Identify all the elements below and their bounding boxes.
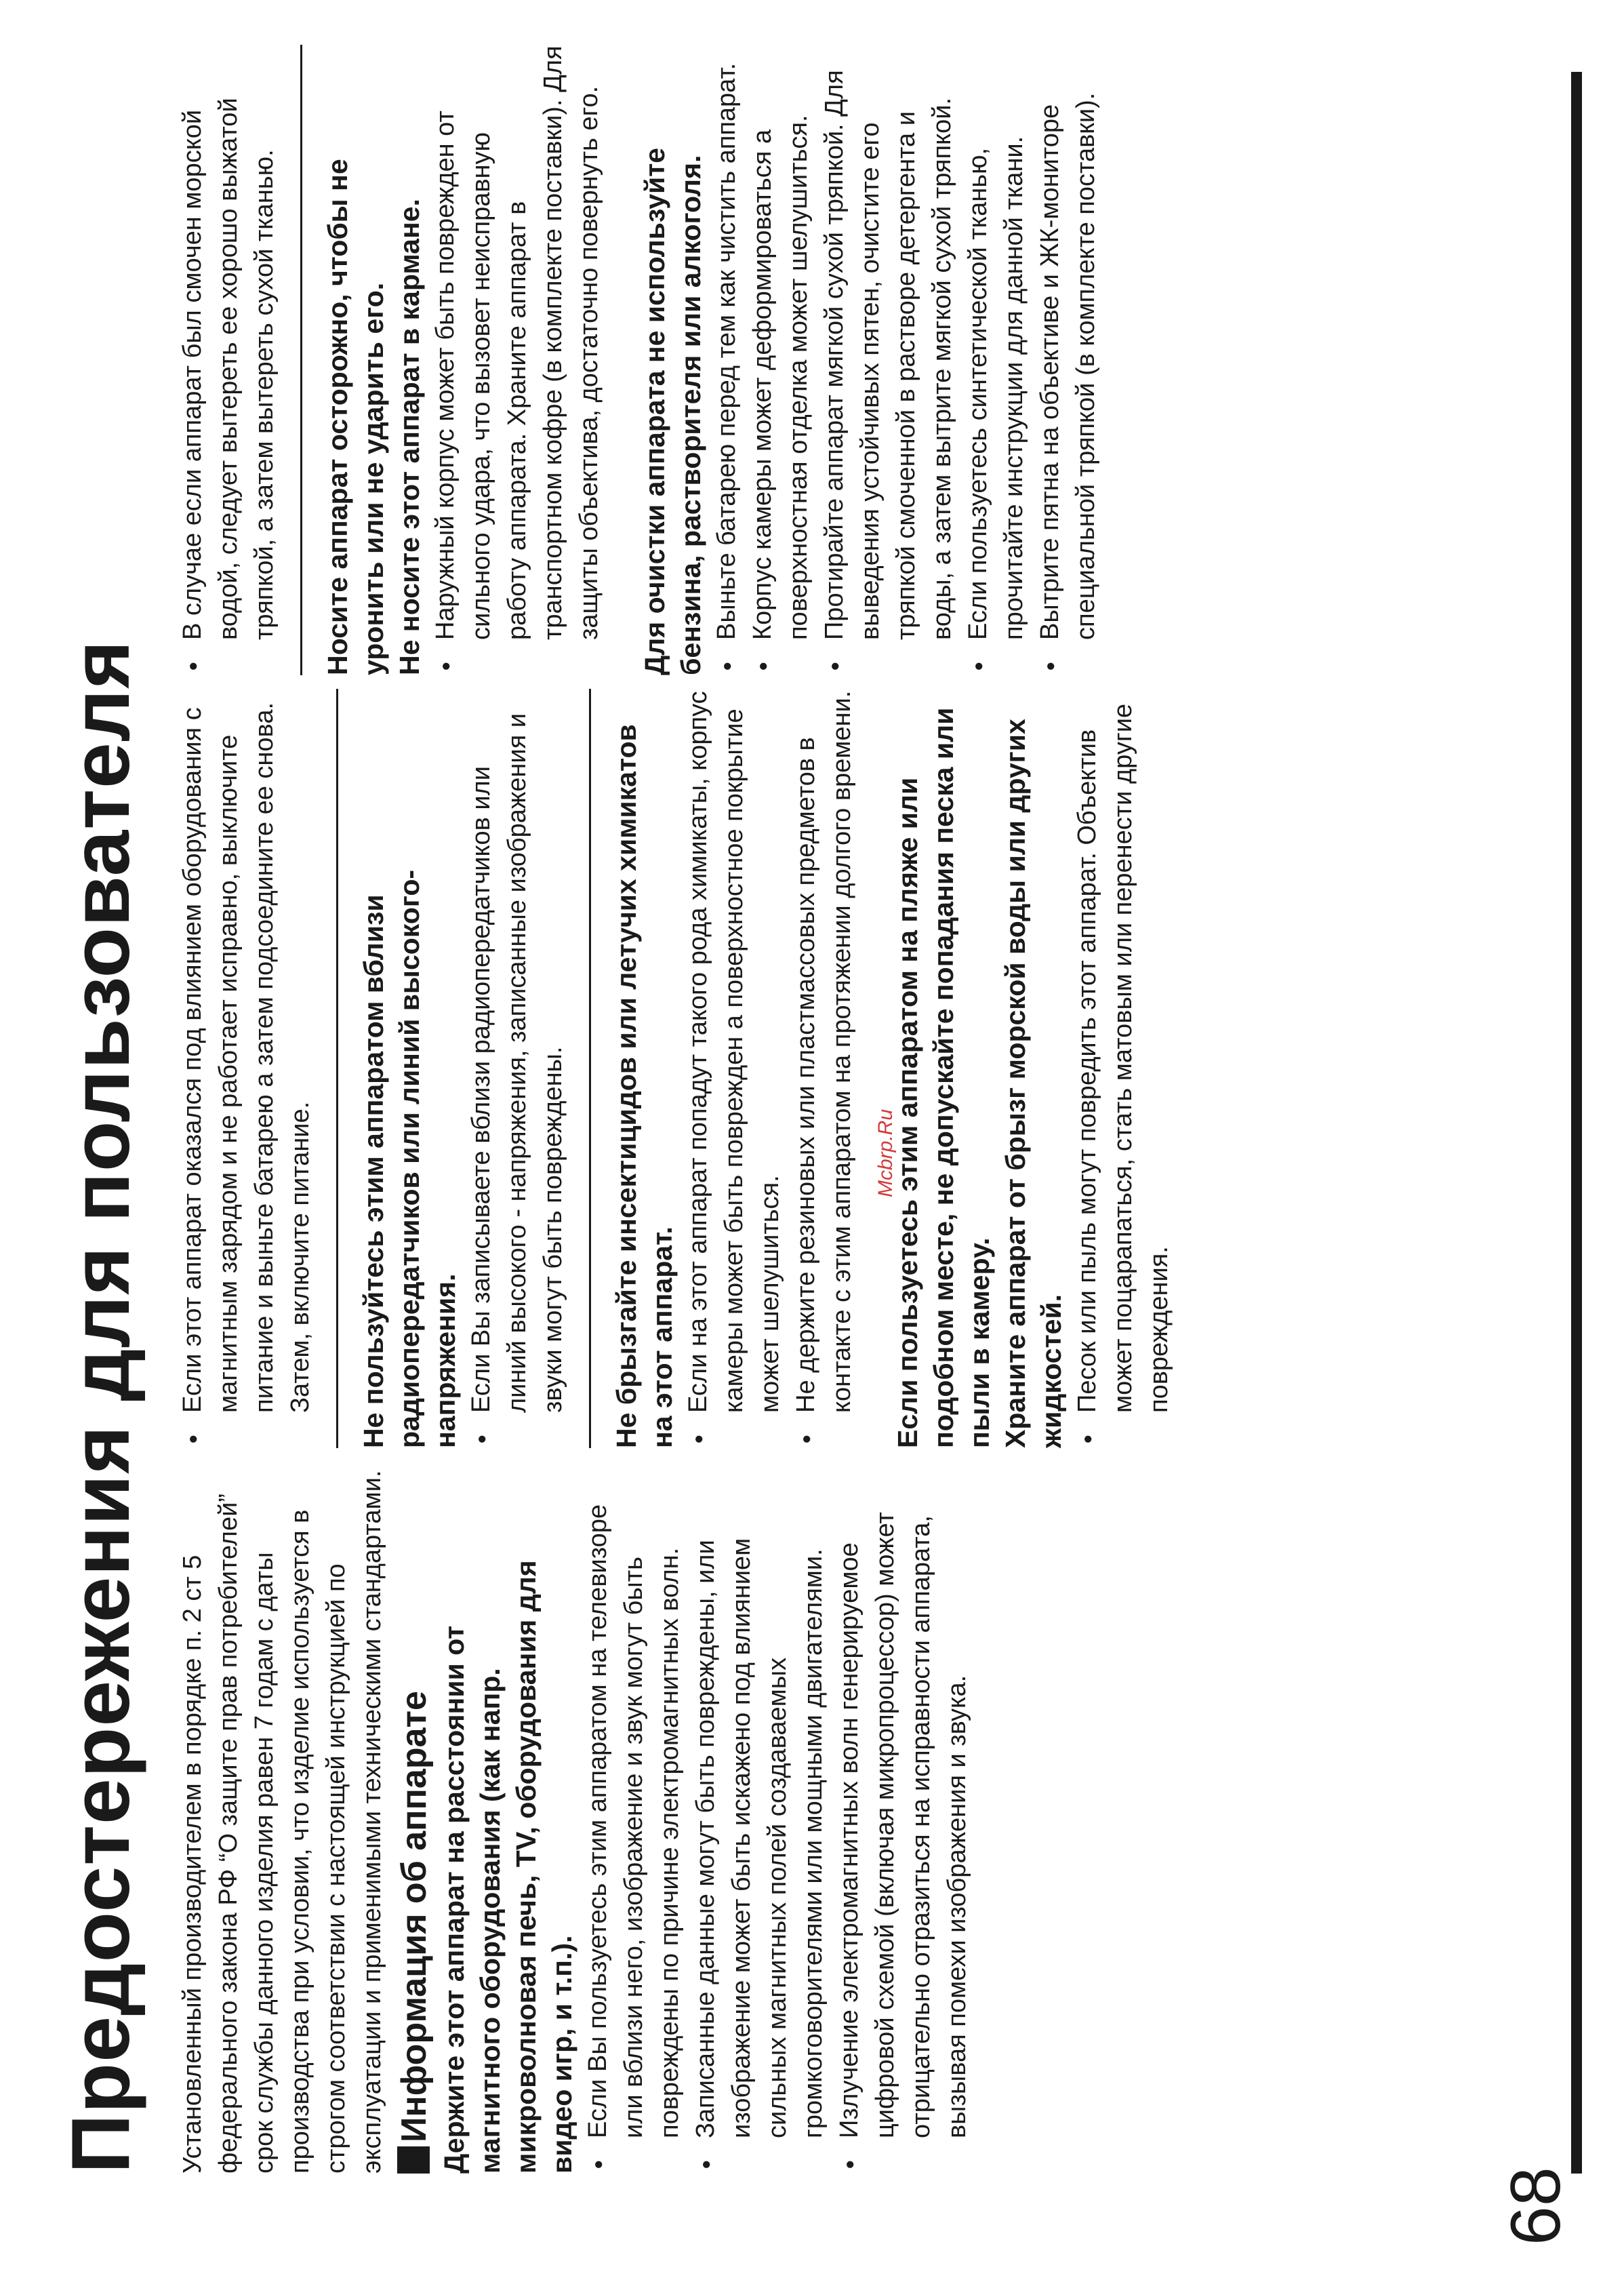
black-square-icon: [397, 2146, 430, 2174]
heading-carry: Носите аппарат осторожно, чтобы не уронить или не ударить его.: [322, 159, 389, 675]
heading-beach: Если пользуетесь этим аппаратом на пляже или подобном месте, не допускайте попадания песка или пыли в камеру.: [892, 707, 995, 1448]
spacer: [860, 689, 890, 1448]
bullet-list-magnetic-cont: [175, 689, 319, 1448]
section-title: Информация об аппарате: [394, 1691, 434, 2142]
bullet-list-radio: [464, 689, 571, 1448]
bullet-list-cleaning: [709, 45, 1104, 675]
divider: [589, 689, 591, 1448]
bullet-list-chemicals: [681, 689, 860, 1448]
bullet-item: ● Выньте батарею перед тем как чистить аппарат.: [709, 45, 745, 675]
spacer: [607, 45, 637, 675]
bullet-item: ● Наружный корпус может быть поврежден от сильного удара, что вызовет неисправную работу аппарата. Храните аппарат в транспортном кофре (в комплекте поставки). Для защиты объектива, достаточно повернуть его.: [428, 45, 607, 675]
page-number: 68: [1497, 2167, 1575, 2245]
heading-chemicals: Не брызгайте инсектицидов или летучих химикатов на этот аппарат.: [611, 724, 678, 1448]
bullet-list-seawater-cont: [175, 45, 283, 675]
bullet-item: ● Не держите резиновых или пластмассовых предметов в контакте с этим аппаратом на протяжении долгого времени.: [788, 689, 860, 1448]
column-3: [175, 45, 1104, 675]
heading-pocket: Не носите этот аппарат в кармане.: [394, 199, 425, 675]
bullet-item: ● Корпус камеры может деформироваться а поверхностная отделка может шелушиться.: [745, 45, 817, 675]
bullet-item: ● Песок или пыль могут повредить этот аппарат. Объектив может поцарапаться, стать матовым или перенести другие повреждения.: [1070, 689, 1177, 1448]
divider: [300, 45, 302, 675]
bullet-item: ● Излучение электромагнитных волн генерируемое цифровой схемой (включая микропроцессор) может отрицательно отразиться на исправности аппарата, вызывая помехи изображения и звука.: [832, 1468, 975, 2174]
bullet-item: ● Протирайте аппарат мягкой сухой тряпкой. Для выведения устойчивых пятен, очистите его тряпкой смоченной в растворе детергента и воды, а затем вытрите мягкой сухой тряпкой.: [817, 45, 960, 675]
bullet-item: ● Если пользуетесь синтетической тканью, прочитайте инструкции для данной ткани.: [960, 45, 1032, 675]
bullet-item: ● Если Вы пользуетесь этим аппаратом на телевизоре или вблизи него, изображение и звук могут быть повреждены по причине электромагнитных волн.: [580, 1468, 688, 2174]
heading-radio: Не пользуйтесь этим аппаратом вблизи радиопередатчиков или линий высокого- напряжения.: [358, 869, 461, 1448]
bullet-item: ● Если этот аппарат оказался под влиянием оборудования с магнитным зарядом и не работает исправно, выключите питание и выньте батарею а затем подсоедините ее снова. Затем, включите питание.: [175, 689, 319, 1448]
section-heading: [393, 1468, 435, 2174]
bullet-item: ● Если на этот аппарат попадут такого рода химикаты, корпус камеры может быть поврежден а поверхностное покрытие может шелушиться.: [681, 689, 788, 1448]
bullet-item: ● Вытрите пятна на объективе и ЖК-мониторе специальной тряпкой (в комплекте поставки).: [1032, 45, 1104, 675]
bullet-item: ● Если Вы записываете вблизи радиопередатчиков или линий высокого - напряжения, записанные изображения и звуки могут быть повреждены.: [464, 689, 571, 1448]
page-title: Предостережения для пользователя: [54, 639, 146, 2174]
bullet-list-magnetic: [580, 1468, 975, 2174]
heading-magnetic: Держите этот аппарат на расстоянии от магнитного оборудования (как напр. микроволновая печь, TV, оборудования для видео игр, и т.п.).: [439, 1560, 577, 2174]
heading-cleaning: Для очистки аппарата не используйте бензина, растворителя или алкоголя.: [639, 147, 706, 675]
watermark: Mcbrp.Ru: [874, 1108, 897, 1197]
column-1: [175, 1468, 975, 2174]
heading-seawater: Храните аппарат от брызг морской воды или других жидкостей.: [1000, 719, 1067, 1448]
bullet-item: ● Записанные данные могут быть повреждены, или изображение может быть искажено под влиянием сильных магнитных полей создаваемых громкоговорителями или мощными двигателями.: [688, 1468, 832, 2174]
bullet-list-sand: [1070, 689, 1177, 1448]
divider: [336, 689, 338, 1448]
service-life-paragraph: Установленный производителем в порядке п. 2 ст 5 федерального закона РФ “О защите прав потребителей” срок службы данного изделия равен 7 годам с даты производства при условии, что изделие используется в строгом соответствии с настоящей инструкцией по эксплуатации и применимыми техническими стандартами.: [178, 1470, 386, 2174]
bottom-rule: [1571, 72, 1582, 2174]
column-2: [175, 689, 1177, 1448]
bullet-list-carry: [428, 45, 607, 675]
bullet-item: ● В случае если аппарат был смочен морской водой, следует вытереть ее хорошо выжатой тряпкой, а затем вытереть сухой тканью.: [175, 45, 283, 675]
